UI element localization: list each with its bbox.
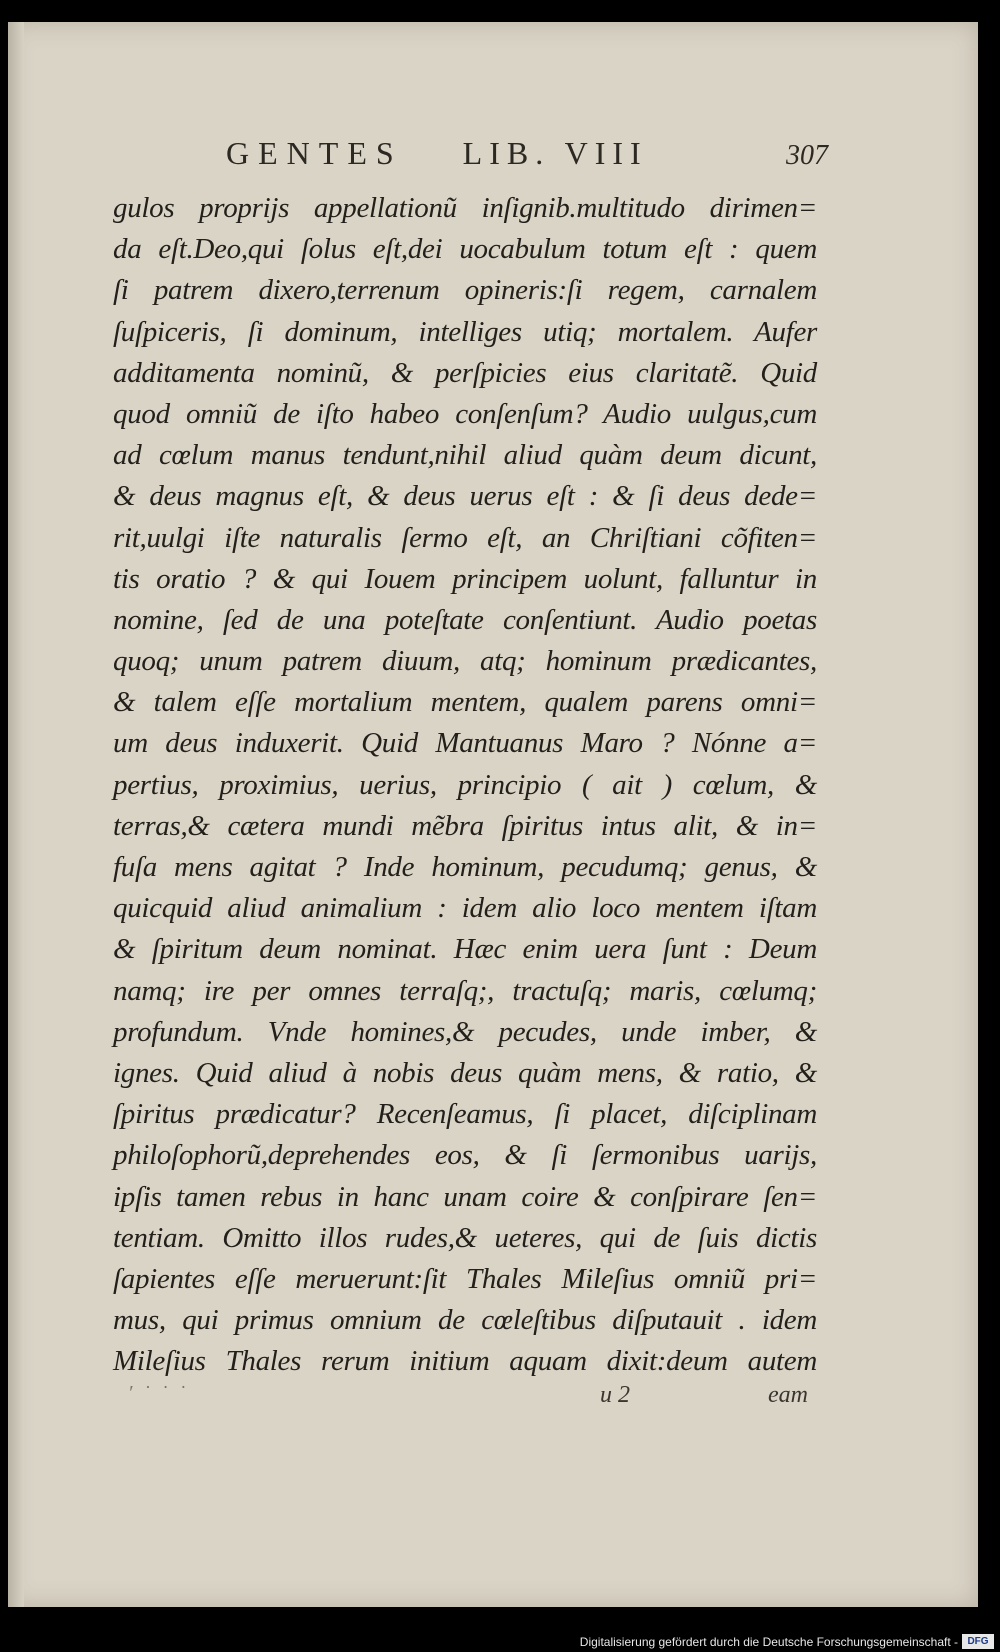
catchword: eam bbox=[768, 1382, 808, 1408]
text-line: quoq; unum patrem diuum, atq; hominum prædicantes, bbox=[113, 645, 817, 678]
text-line: gulos proprijs appellationũ inſignib.multitudo dirimen= bbox=[113, 192, 817, 224]
text-line: quod omniũ de iſto habeo conſenſum? Audio uulgus,cum bbox=[113, 397, 817, 430]
signature-mark: u 2 bbox=[600, 1382, 630, 1408]
text-line: tis oratio ? & qui Iouem principem uolunt, falluntur in bbox=[113, 562, 817, 595]
running-head bbox=[226, 135, 828, 179]
bleed-through-marks: ′ ˙ ˙ ˙ bbox=[128, 1382, 189, 1404]
text-line: tentiam. Omitto illos rudes,& ueteres, qui de ſuis dictis bbox=[113, 1221, 817, 1254]
text-line: ipſis tamen rebus in hanc unam coire & conſpirare ſen= bbox=[113, 1180, 817, 1213]
body-text bbox=[113, 188, 817, 1382]
text-line: ſuſpiceris, ſi dominum, intelliges utiq; mortalem. Aufer bbox=[113, 315, 817, 348]
text-line: additamenta nominũ, & perſpicies eius claritatẽ. Quid bbox=[113, 356, 817, 389]
text-line: & ſpiritum deum nominat. Hæc enim uera ſunt : Deum bbox=[113, 933, 817, 966]
text-line: philoſophorũ,deprehendes eos, & ſi ſermonibus uarijs, bbox=[113, 1139, 817, 1172]
page-footer bbox=[128, 1382, 808, 1416]
text-line: & talem eſſe mortalium mentem, qualem parens omni= bbox=[113, 686, 817, 719]
running-head-title: GENTES bbox=[226, 135, 403, 171]
text-line: ſapientes eſſe meruerunt:ſit Thales Mileſius omniũ pri= bbox=[113, 1262, 817, 1295]
text-line: & deus magnus eſt, & deus uerus eſt : & ſi deus dede= bbox=[113, 480, 817, 513]
page-gutter-edge bbox=[8, 22, 24, 1607]
text-line: ad cœlum manus tendunt,nihil aliud quàm deum dicunt, bbox=[113, 439, 817, 472]
text-line: nomine, ſed de una poteſtate conſentiunt. Audio poetas bbox=[113, 603, 817, 636]
text-line: ignes. Quid aliud à nobis deus quàm mens, & ratio, & bbox=[113, 1056, 817, 1089]
credit-text: Digitalisierung gefördert durch die Deutsche Forschungsgemeinschaft - bbox=[579, 1635, 958, 1649]
credit-bar bbox=[0, 1630, 1000, 1652]
text-line: um deus induxerit. Quid Mantuanus Maro ? Nónne a= bbox=[113, 727, 817, 760]
text-line: Mileſius Thales rerum initium aquam dixit:deum autem bbox=[113, 1345, 817, 1378]
text-line: rit,uulgi iſte naturalis ſermo eſt, an Chriſtiani cõfiten= bbox=[113, 521, 817, 554]
text-line: quicquid aliud animalium : idem alio loco mentem iſtam bbox=[113, 892, 817, 925]
text-line: da eſt.Deo,qui ſolus eſt,dei uocabulum totum eſt : quem bbox=[113, 233, 817, 266]
text-line: fuſa mens agitat ? Inde hominum, pecudumq; genus, & bbox=[113, 851, 817, 883]
page-number: 307 bbox=[786, 140, 828, 171]
text-line: profundum. Vnde homines,& pecudes, unde imber, & bbox=[113, 1015, 817, 1048]
running-head-book: LIB. VIII bbox=[462, 135, 648, 171]
dfg-logo-icon: DFG bbox=[962, 1634, 994, 1649]
text-line: ſpiritus prædicatur? Recenſeamus, ſi placet, diſciplinam bbox=[113, 1098, 817, 1131]
text-line: pertius, proximius, uerius, principio ( ait ) cœlum, & bbox=[113, 768, 817, 801]
text-line: mus, qui primus omnium de cœleſtibus diſputauit . idem bbox=[113, 1304, 817, 1337]
text-line: terras,& cætera mundi mẽbra ſpiritus intus alit, & in= bbox=[113, 809, 817, 842]
text-line: namq; ire per omnes terraſq;, tractuſq; maris, cœlumq; bbox=[113, 974, 817, 1007]
text-line: ſi patrem dixero,terrenum opineris:ſi regem, carnalem bbox=[113, 274, 817, 307]
